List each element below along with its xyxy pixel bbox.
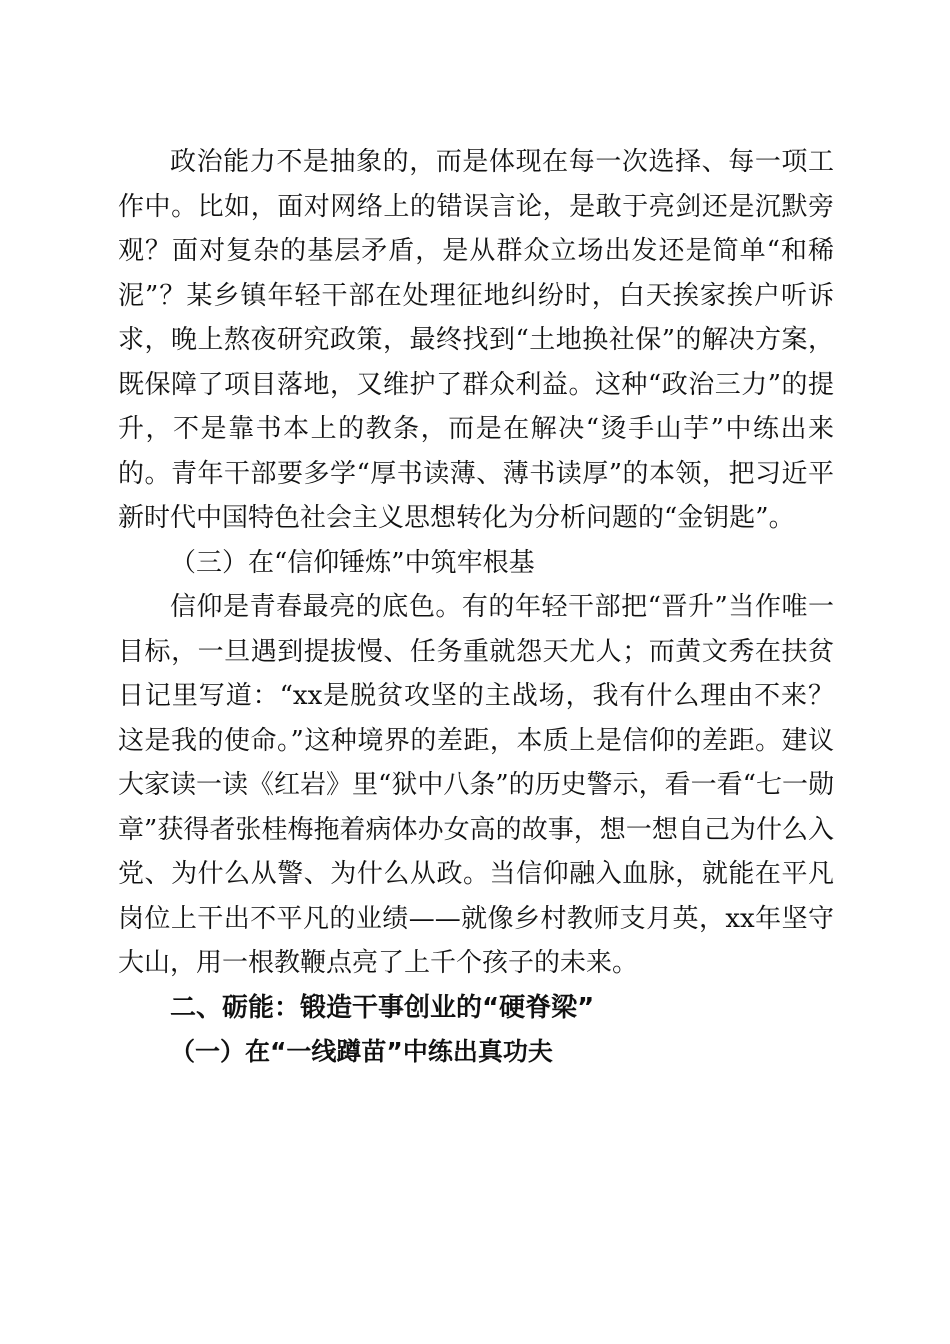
- heading-faith-tempering: （三）在“信仰锤炼”中筑牢根基: [170, 547, 535, 578]
- paragraph-political-ability: 政治能力不是抽象的，而是体现在每一次选择、每一项工作中。比如，面对网络上的错误言论，是敢于亮剑还是沉默旁观？面对复杂的基层矛盾，是从群众立场出发还是简单“和稀泥”？某乡镇年轻干部在处理征地纠纷时，白天挨家挨户听诉求，晚上熬夜研究政策，最终找到“土地换社保”的解决方案，既保障了项目落地，又维护了群众利益。这种“政治三力”的提升，不是靠书本上的教条，而是在解决“烫手山芋”中练出来的。青年干部要多学“厚书读薄、薄书读厚”的本领，把习近平新时代中国特色社会主义思想转化为分析问题的“金钥匙”。: [118, 147, 834, 533]
- section-title-ability: 二、砺能：锻造干事创业的“硬脊梁”: [170, 992, 595, 1023]
- paragraph-faith: 信仰是青春最亮的底色。有的年轻干部把“晋升”当作唯一目标，一旦遇到提拔慢、任务重就怨天尤人；而黄文秀在扶贫日记里写道：“xx是脱贫攻坚的主战场，我有什么理由不来？这是我的使命。”这种境界的差距，本质上是信仰的差距。建议大家读一读《红岩》里“狱中八条”的历史警示，看一看“七一勋章”获得者张桂梅拖着病体办女高的故事，想一想自己为什么入党、为什么从警、为什么从政。当信仰融入血脉，就能在平凡岗位上干出不平凡的业绩——就像乡村教师支月英，xx年坚守大山，用一根教鞭点亮了上千个孩子的未来。: [118, 592, 834, 978]
- subsection-title-frontline: （一）在“一线蹲苗”中练出真功夫: [170, 1037, 553, 1066]
- document-body: [118, 140, 834, 1075]
